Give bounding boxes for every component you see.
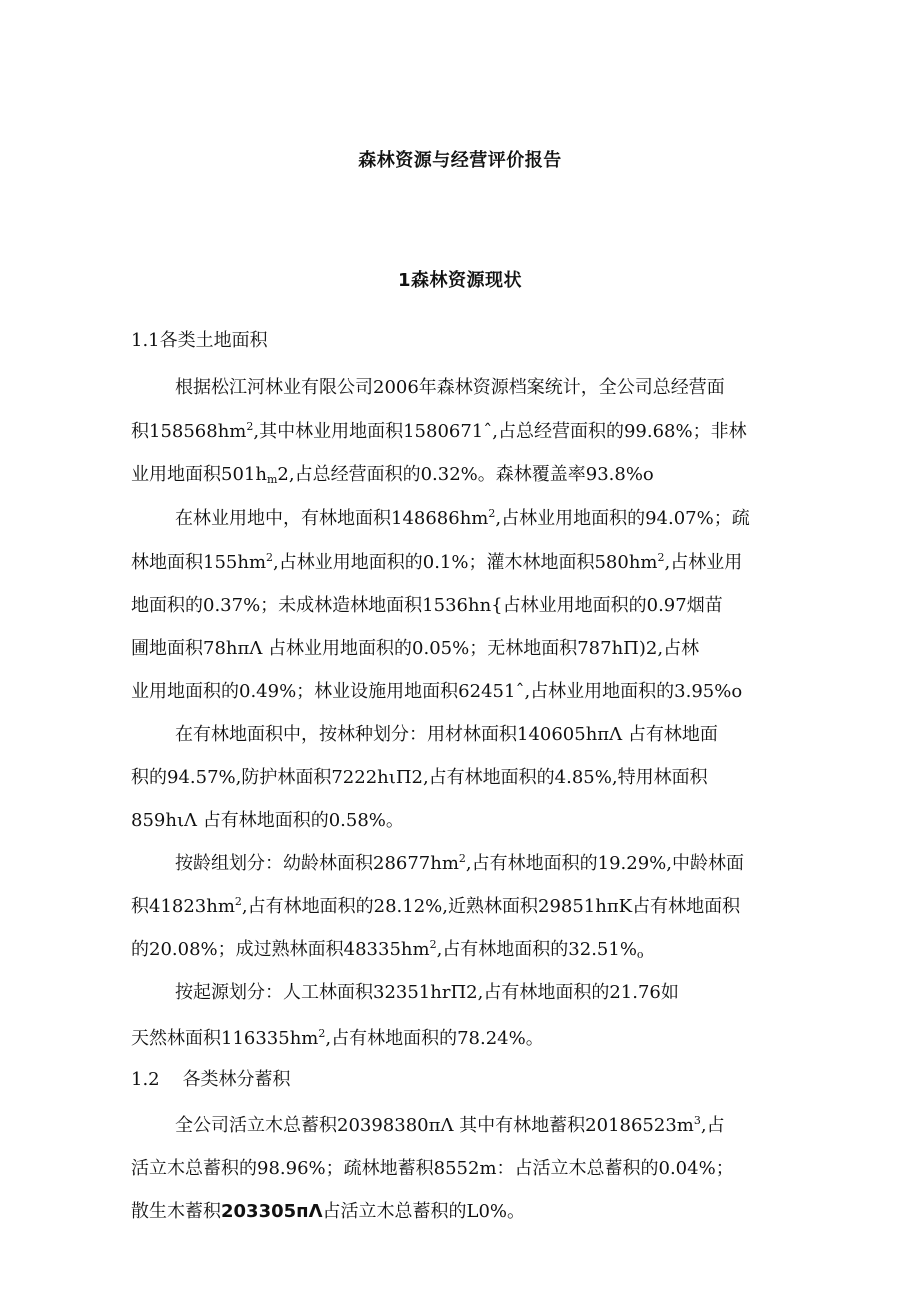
text-line: 业用地面积的0.49%；林业设施用地面积62451ˆ,占林业用地面积的3.95%o	[131, 681, 743, 702]
text-run: ,占	[700, 1115, 725, 1136]
superscript: 2	[246, 420, 254, 433]
text-line: 按起源划分：人工林面积32351hrΠ2,占有林地面积的21.76如	[175, 982, 679, 1003]
section-heading-1-1: 1.1各类土地面积	[131, 330, 268, 351]
superscript: 2	[429, 938, 437, 951]
text-run: 2,占总经营面积的0.32%。森林覆盖率93.8%o	[277, 464, 654, 485]
text-line: 根据松江河林业有限公司2006年森林资源档案统计，全公司总经营面	[175, 377, 725, 398]
text-run: 在林业用地中，有林地面积148686hm	[175, 508, 489, 529]
text-run: ,占有林地面积的19.29%,中龄林面	[465, 853, 744, 874]
text-run: 业用地面积501h	[131, 464, 267, 485]
text-line	[175, 504, 750, 530]
text-line: 地面积的0.37%；未成林造林地面积1536hn{占林业用地面积的0.97烟苗	[131, 595, 723, 616]
text-line	[131, 935, 644, 961]
superscript: 2	[234, 895, 242, 908]
text-line	[175, 849, 744, 875]
report-title: 森林资源与经营评价报告	[358, 150, 562, 171]
text-run: ,其中林业用地面积1580671ˆ,占总经营面积的99.68%；非林	[253, 421, 747, 442]
text-run-bold: 203305пΛ	[221, 1201, 323, 1222]
text-run: 按龄组划分：幼龄林面积28677hm	[175, 853, 459, 874]
text-line	[131, 548, 742, 574]
text-run: ,占有林地面积的78.24%。	[325, 1028, 544, 1049]
text-run: 占活立木总蓄积的L0%。	[322, 1201, 526, 1222]
text-line	[175, 1111, 725, 1137]
superscript: 2	[318, 1027, 326, 1040]
text-run: 全公司活立木总蓄积20398380πΛ 其中有林地蓄积20186523m	[175, 1115, 694, 1136]
superscript: 2	[458, 852, 466, 865]
text-line: 圃地面积78hπΛ 占林业用地面积的0.05%；无林地面积787hΠ)2,占林	[131, 638, 700, 659]
text-line	[131, 892, 740, 918]
text-run: 林地面积155hm	[131, 552, 267, 573]
text-line	[131, 417, 747, 443]
text-line	[131, 1024, 544, 1050]
superscript: 2	[266, 551, 274, 564]
text-line: 活立木总蓄积的98.96%；疏林地蓄积8552m：占活立木总蓄积的0.04%；	[131, 1158, 734, 1179]
superscript: 2	[488, 507, 496, 520]
text-line: 859hιΛ 占有林地面积的0.58%。	[131, 810, 404, 831]
text-run: 的20.08%；成过熟林面积48335hm	[131, 939, 430, 960]
text-run: 天然林面积116335hm	[131, 1028, 319, 1049]
subscript: o	[636, 948, 644, 961]
text-run: ,占林业用地面积的0.1%；灌木林地面积580hm	[273, 552, 658, 573]
text-run: ,占有林地面积的32.51%	[436, 939, 637, 960]
chapter-heading: 1森林资源现状	[397, 270, 523, 291]
text-run: ,占林业用地面积的94.07%；疏	[495, 508, 750, 529]
text-line	[131, 1197, 525, 1223]
superscript: 3	[693, 1114, 701, 1127]
text-run: 散生木蓄积	[131, 1201, 221, 1222]
text-run: ,占林业用	[664, 552, 743, 573]
text-line	[131, 460, 654, 486]
text-line: 积的94.57%,防护林面积7222hιΠ2,占有林地面积的4.85%,特用林面积	[131, 767, 708, 788]
superscript: 2	[657, 551, 665, 564]
text-run: 积158568hm	[131, 421, 247, 442]
section-heading-1-2: 1.2 各类林分蓄积	[131, 1069, 291, 1090]
text-line: 在有林地面积中，按林种划分：用材林面积140605hπΛ 占有林地面	[175, 724, 718, 745]
text-run: ,占有林地面积的28.12%,近熟林面积29851hπK占有林地面积	[241, 896, 741, 917]
subscript: m	[266, 473, 278, 486]
text-run: 积41823hm	[131, 896, 235, 917]
